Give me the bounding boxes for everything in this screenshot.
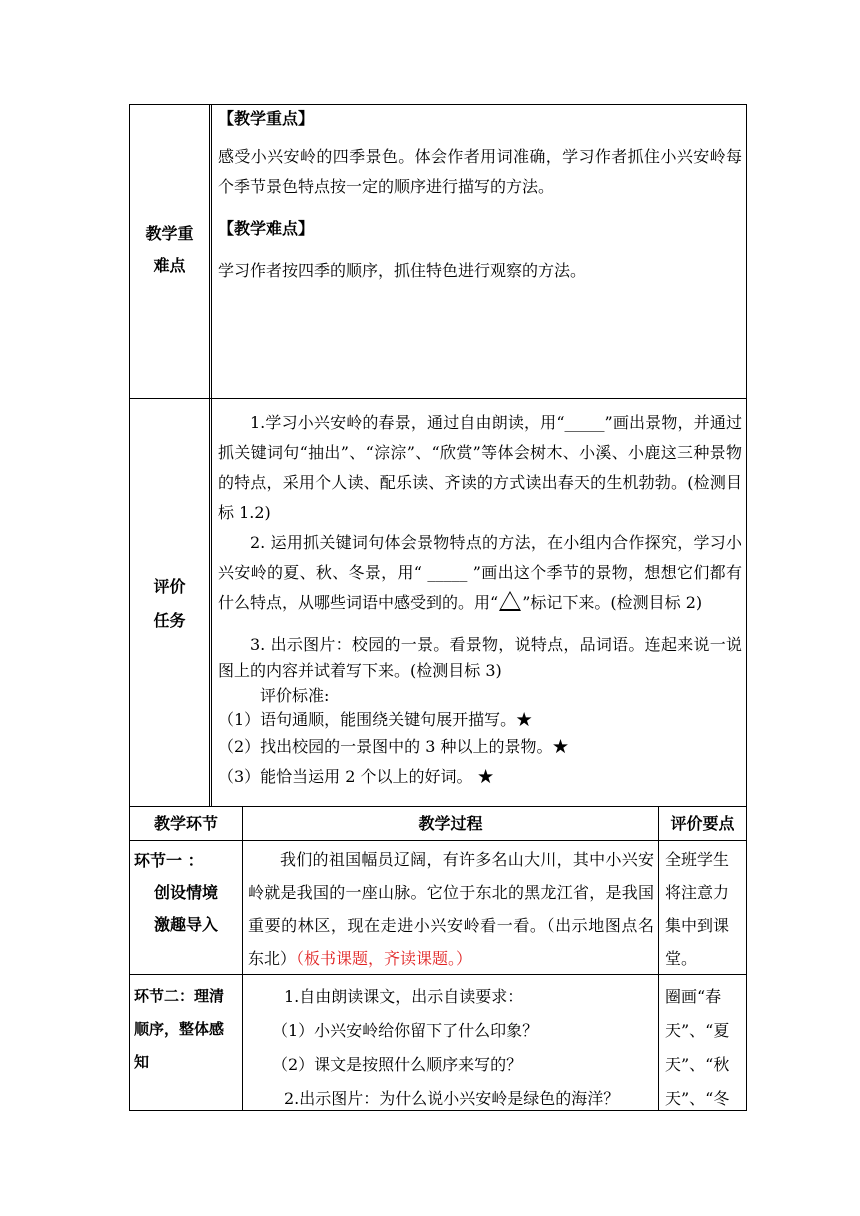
table-border bbox=[209, 398, 210, 806]
table-border bbox=[658, 806, 659, 1110]
key-points-content bbox=[218, 104, 742, 286]
process-text-body: 我们的祖国幅员辽阔，有许多名山大川，其中小兴安岭就是我国的一座山脉。它位于东北的黑龙江省，是我国重要的林区，现在走进小兴安岭看一看。（出示地图点名东北） bbox=[248, 850, 654, 968]
header-evaluation: 评价要点 bbox=[670, 814, 735, 833]
label-line: 评价 bbox=[153, 577, 186, 596]
difficulty-text: 学习作者按四季的顺序，抓住特色进行观察的方法。 bbox=[218, 261, 587, 280]
stage-line: 激趣导入 bbox=[154, 915, 219, 934]
stage-line: 环节一 ： bbox=[134, 851, 204, 870]
header-process: 教学过程 bbox=[418, 814, 483, 833]
section-label-evaluation-task bbox=[130, 570, 209, 638]
triangle-icon bbox=[499, 591, 521, 611]
task-2-text-end: ”标记下来。(检测目标 2) bbox=[522, 593, 703, 612]
process-2 bbox=[248, 980, 656, 1116]
criteria-item: （3）能恰当运用 2 个以上的好词。 ★ bbox=[218, 767, 494, 786]
difficulty-heading: 【教学难点】 bbox=[218, 219, 315, 238]
process-item: 1.自由朗读课文，出示自读要求： bbox=[284, 987, 524, 1006]
stage-line: 创设情境 bbox=[154, 883, 219, 902]
label-line: 教学重 bbox=[145, 224, 194, 243]
stage-2 bbox=[134, 980, 242, 1079]
task-3: 3. 出示图片：校园的一景。看景物，说特点，品词语。连起来说一说图上的内容并试着写下来。(检测目标 3) bbox=[218, 635, 742, 680]
stage-line: 知 bbox=[134, 1053, 150, 1071]
key-text: 感受小兴安岭的四季景色。体会作者用词准确，学习作者抓住小兴安岭每个季节景色特点按一定的顺序进行描写的方法。 bbox=[218, 147, 742, 196]
process-text bbox=[248, 843, 654, 975]
stage-line: 顺序，整体感 bbox=[134, 1020, 225, 1038]
label-line: 任务 bbox=[153, 611, 186, 630]
key-heading: 【教学重点】 bbox=[218, 109, 315, 128]
table-border bbox=[129, 398, 747, 399]
evaluation-1: 全班学生将注意力集中到课堂。 bbox=[665, 850, 730, 968]
label-line: 难点 bbox=[153, 256, 186, 275]
process-item: 2.出示图片：为什么说小兴安岭是绿色的海洋？ bbox=[284, 1089, 620, 1108]
table-border bbox=[129, 840, 747, 841]
table-border bbox=[746, 104, 747, 1111]
stage-line: 环节二：理清 bbox=[134, 987, 225, 1005]
stage-1 bbox=[134, 845, 240, 941]
criteria-item: （2）找出校园的一景图中的 3 种以上的景物。★ bbox=[218, 737, 569, 756]
table-border bbox=[209, 104, 210, 398]
header-stage: 教学环节 bbox=[153, 814, 218, 833]
evaluation-task-content bbox=[218, 408, 742, 792]
section-label-key-points bbox=[130, 218, 209, 282]
process-item: （1）小兴安岭给你留下了什么印象？ bbox=[272, 1021, 539, 1040]
task-2 bbox=[218, 528, 742, 618]
criteria-title: 评价标准: bbox=[260, 686, 330, 705]
task-1: 1.学习小兴安岭的春景，通过自由朗读，用“_____”画出景物，并通过抓关键词句“抽出”、“淙淙”、“欣赏”等体会树木、小溪、小鹿这三种景物的特点，采用个人读、配乐读、齐读的方式读出春天的生机勃勃。(检测目标 1.2) bbox=[218, 413, 742, 522]
table-border bbox=[211, 104, 212, 398]
blackboard-note: （板书课题，齐读课题。） bbox=[296, 949, 473, 968]
process-item: （2）课文是按照什么顺序来写的？ bbox=[272, 1055, 523, 1074]
task-2-text: 2. 运用抓关键词句体会景物特点的方法，在小组内合作探究，学习小兴安岭的夏、秋、冬景，用“ _____ ”画出这个季节的景物，想想它们都有什么特点，从哪些词语中感受到的。用“ bbox=[218, 533, 742, 612]
process-1 bbox=[248, 843, 654, 975]
table-border bbox=[242, 806, 243, 1110]
evaluation-2: 圈画“春天”、“夏天”、“秋天”、“冬 bbox=[665, 987, 730, 1108]
criteria-item: （1）语句通顺，能围绕关键句展开描写。★ bbox=[218, 710, 533, 729]
table-border bbox=[211, 398, 212, 806]
